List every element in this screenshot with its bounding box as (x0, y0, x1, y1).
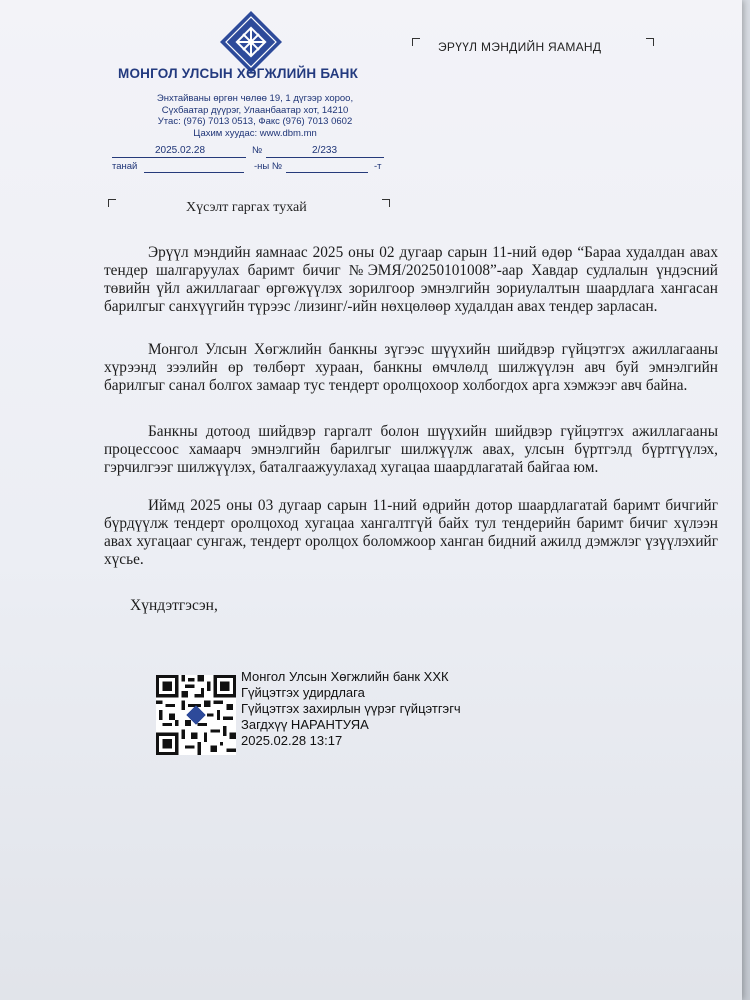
subject-corner-right (382, 199, 390, 207)
bank-contact-block (105, 93, 405, 139)
recipient: ЭРҮҮЛ МЭНДИЙН ЯАМАНД (438, 40, 602, 54)
closing: Хүндэтгэсэн, (130, 597, 218, 614)
address-line-2: Сүхбаатар дүүрэг, Улаанбаатар хот, 14210 (161, 104, 349, 116)
ref-number-label: -ны № (254, 161, 283, 172)
phone-fax: Утас: (976) 7013 0513, Факс (976) 7013 0602 (157, 116, 353, 127)
signer-name: Загдхүү НАРАНТУЯА (241, 717, 369, 732)
subject-corner-left (108, 199, 116, 207)
recipient-corner-left (412, 38, 420, 46)
ref-suffix: -т (374, 161, 382, 172)
number-underline (266, 157, 384, 158)
signer-organization: Монгол Улсын Хөгжлийн банк ХХК (241, 669, 449, 684)
website: Цахим хуудас: www.dbm.mn (193, 127, 317, 139)
date-underline (112, 157, 246, 158)
letter-number: 2/233 (312, 145, 338, 156)
number-label: № (252, 145, 263, 156)
recipient-corner-right (646, 38, 654, 46)
signer-department: Гүйцэтгэх удирдлага (241, 685, 365, 700)
body-paragraph-3: Банкны дотоод шийдвэр гаргалт болон шүүхийн шийдвэр гүйцэтгэх ажиллагааны процессоос хамаарч эмнэлгийн барилгыг шилжүүлж авах, улсын бүртгэлд бүртгүүлэх, гэрчилгээг шилжүүлэх, баталгаажуулахад хугацаа шаардлагатай байгаа юм. (104, 423, 718, 476)
ref-label: танай (112, 161, 138, 172)
letter-date: 2025.02.28 (155, 145, 206, 156)
body-paragraph-1: Эрүүл мэндийн яамнаас 2025 оны 02 дугаар сарын 11-ний өдөр “Бараа худалдан авах тендер шалгаруулах баримт бичиг №ЭМЯ/20250101008”-аар Хавдар судлалын үндэсний төвийн үйл ажиллагааг өргөжүүлэх зорилгоор эмнэлгийн зориулалтын шаардлага хангасан барилгыг санхүүгийн түрээс /лизинг/-ийн нөхцөлөөр худалдан авах тендер зарласан. (104, 244, 718, 315)
signer-position: Гүйцэтгэх захирлын үүрэг гүйцэтгэгч (241, 701, 461, 716)
body-paragraph-4: Иймд 2025 оны 03 дугаар сарын 11-ний өдрийн дотор шаардлагатай баримт бичгийг бүрдүүлж тендерт оролцоход хугацаа хангалтгүй байх тул тендерийн баримт бичиг хүлээн авах хугацааг сунгаж, тендерт оролцох боломжоор ханган бидний ажилд дэмжлэг үзүүлэхийг хүсье. (104, 497, 718, 568)
signature-block (241, 669, 461, 749)
bank-logo-icon (219, 10, 283, 74)
body-paragraph-2: Монгол Улсын Хөгжлийн банкны зүгээс шүүхийн шийдвэр гүйцэтгэх ажиллагааны хүрээнд зээлийн өр төлбөрт хураан, банкны өмчлөлд шилжүүлэн авч буй эмнэлгийн барилгыг санал болгох замаар тус тендерт оролцохоор холбогдох арга хэмжээг авч байна. (104, 341, 718, 394)
ref-date-underline (144, 172, 244, 173)
ref-number-underline (286, 172, 368, 173)
address-line-1: Энхтайваны өргөн чөлөө 19, 1 дүгээр хороо, (156, 93, 354, 104)
signature-timestamp: 2025.02.28 13:17 (241, 733, 343, 748)
qr-code-icon (156, 675, 236, 755)
bank-name: МОНГОЛ УЛСЫН ХӨГЖЛИЙН БАНК (118, 66, 359, 81)
subject: Хүсэлт гаргах тухай (186, 200, 307, 215)
